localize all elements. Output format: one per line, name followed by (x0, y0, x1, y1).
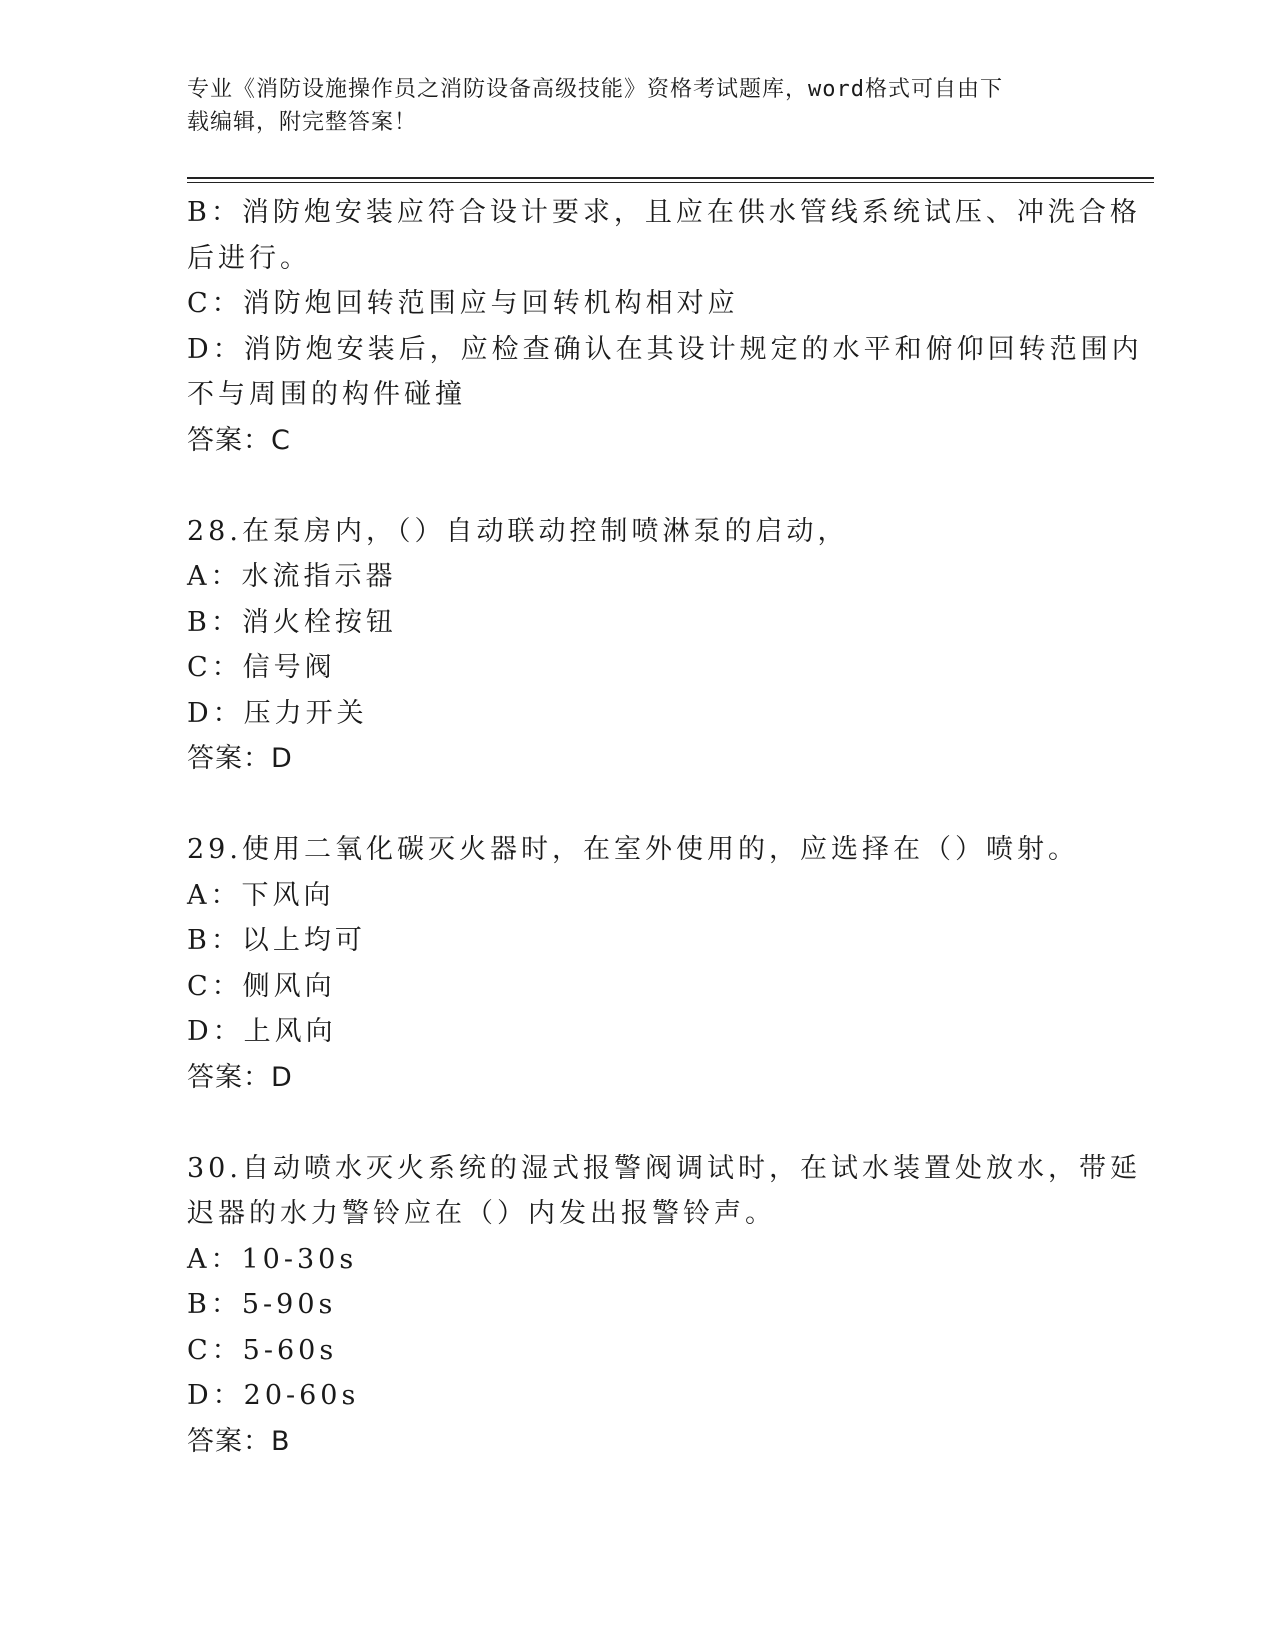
option-a: A：下风向 (187, 879, 335, 911)
spacer (187, 463, 1087, 509)
option-a: A：水流指示器 (187, 561, 397, 592)
option-d: D：消防炮安装后，应检查确认在其设计规定的水平和俯仰回转范围内 (187, 333, 1143, 365)
answer-line: 答案：D (187, 743, 293, 774)
spacer (187, 782, 1087, 828)
option-b: B：消火栓按钮 (187, 606, 397, 638)
question-stem: 29.使用二氧化碳灭火器时，在室外使用的，应选择在（）喷射。 (187, 834, 1079, 865)
option-b: B：消防炮安装应符合设计要求，且应在供水管线系统试压、冲洗合格 (187, 197, 1141, 228)
answer-line: 答案：B (187, 1425, 291, 1457)
option-d: D：上风向 (187, 1016, 337, 1047)
option-c: C：5-60s (187, 1334, 338, 1366)
answer-line: 答案：D (187, 1061, 293, 1093)
question-stem-cont: 迟器的水力警铃应在（）内发出报警铃声。 (187, 1198, 776, 1229)
answer-line: 答案：C (187, 424, 291, 456)
header-rule-thick (187, 177, 1154, 179)
option-b: B：5-90s (187, 1289, 337, 1320)
document-header (187, 73, 1087, 139)
question-stem: 28.在泵房内，（）自动联动控制喷淋泵的启动， (187, 515, 849, 547)
question-block (187, 190, 1143, 463)
question-block (187, 827, 1087, 1100)
question-block (187, 509, 1087, 782)
header-line-1: 专业《消防设施操作员之消防设备高级技能》资格考试题库，word格式可自由下 (187, 77, 1003, 102)
option-b: B：以上均可 (187, 925, 366, 956)
header-rule-thin (187, 182, 1154, 183)
option-c: C：信号阀 (187, 652, 336, 683)
option-c: C：侧风向 (187, 970, 336, 1002)
option-a: A：10-30s (187, 1243, 358, 1275)
header-line-2: 载编辑，附完整答案！ (187, 110, 418, 135)
question-stem: 30.自动喷水灭火系统的湿式报警阀调试时，在试水装置处放水，带延 (187, 1152, 1141, 1184)
option-d: D：20-60s (187, 1380, 360, 1411)
option-d-cont: 不与周围的构件碰撞 (187, 379, 466, 410)
question-block (187, 1146, 1141, 1465)
option-b-cont: 后进行。 (187, 242, 311, 274)
option-d: D：压力开关 (187, 697, 368, 729)
question-list (187, 190, 1143, 1464)
spacer (187, 1100, 1087, 1146)
option-c: C：消防炮回转范围应与回转机构相对应 (187, 288, 739, 319)
